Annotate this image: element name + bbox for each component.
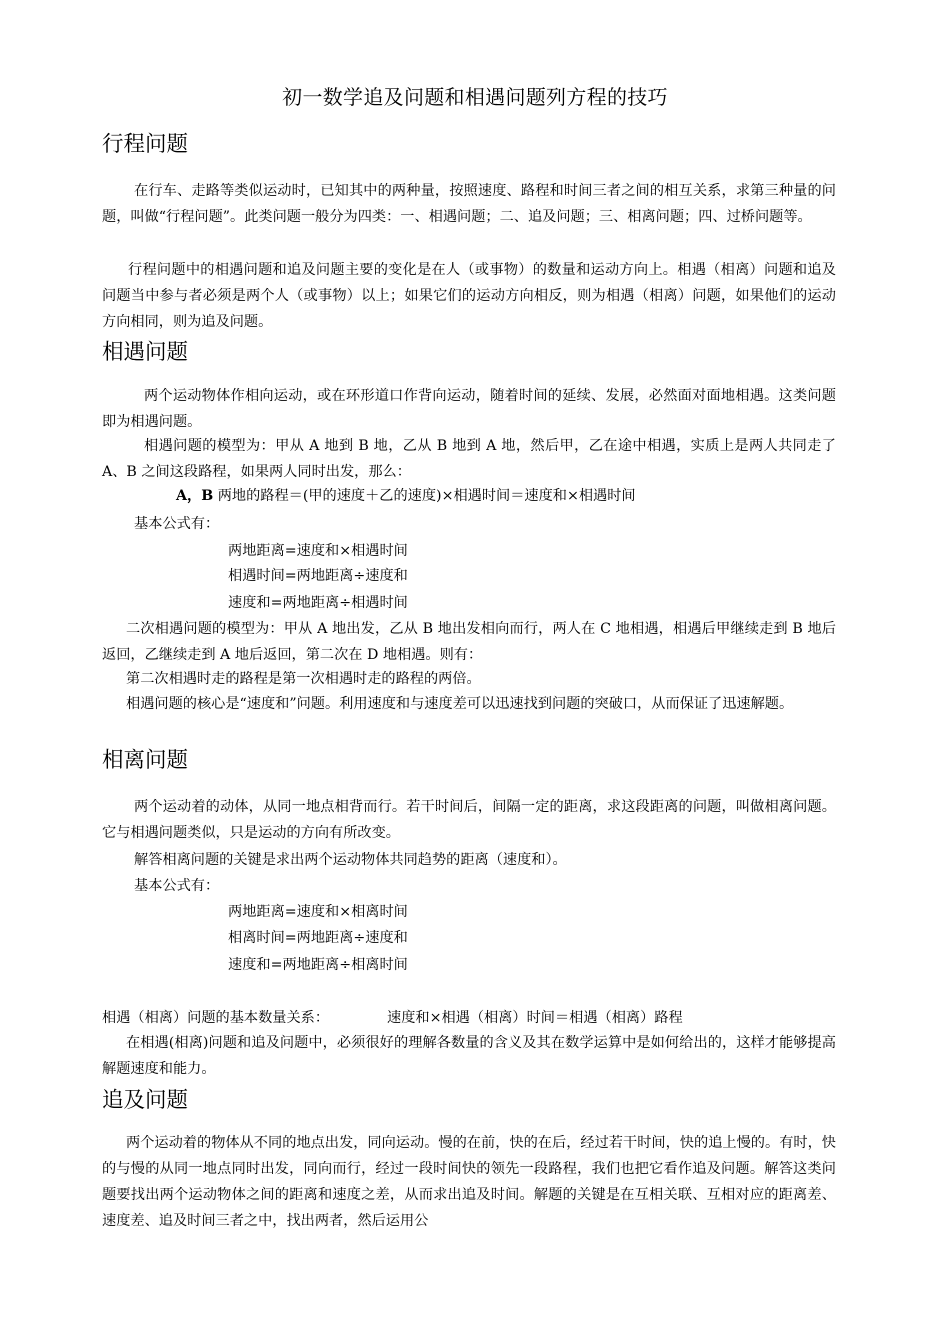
paragraph-xiangyu-3: 二次相遇问题的模型为：甲从 A 地出发，乙从 B 地出发相向而行，两人在 C 地相遇，相遇后甲继续走到 B 地后返回，乙继续走到 A 地后返回，第二次在 D 地相遇。则有： <box>102 621 836 663</box>
paragraph-xingcheng-1: 在行车、走路等类似运动时，已知其中的两种量，按照速度、路程和时间三者之间的相互关系，求第三种量的问题，叫做“行程问题”。此类问题一般分为四类：一、相遇问题；二、追及问题；三、相离问题；四、过桥问题等。 <box>102 183 836 225</box>
paragraph-zhuiji-1: 两个运动着的物体从不同的地点出发，同向运动。慢的在前，快的在后，经过若干时间，快的追上慢的。有时，快的与慢的从同一地点同时出发，同向而行，经过一段时间快的领先一段路程，我们也把它看作追及问题。解答这类问题要找出两个运动物体之间的距离和速度之差，从而求出追及时间。解题的关键是在互相关联、互相对应的距离差、速度差、追及时间三者之中，找出两者，然后运用公 <box>102 1135 836 1229</box>
formula-meeting-distance <box>176 483 636 509</box>
formula-xiangyu-1: 两地距离=速度和×相遇时间 <box>228 543 408 559</box>
heading-xiangyu: 相遇问题 <box>102 340 189 365</box>
relation-label: 相遇（相离）问题的基本数量关系： <box>102 1010 330 1026</box>
heading-xiangli: 相离问题 <box>102 748 189 773</box>
formula-xiangyu-3: 速度和=两地距离÷相遇时间 <box>228 595 408 611</box>
basic-formula-label-xiangyu: 基本公式有： <box>134 516 220 532</box>
formula-xiangli-1: 两地距离=速度和×相离时间 <box>228 904 408 920</box>
formula-xiangli-3: 速度和=两地距离÷相离时间 <box>228 957 408 973</box>
paragraph-xingcheng-2: 行程问题中的相遇问题和追及问题主要的变化是在人（或事物）的数量和运动方向上。相遇（相离）问题和追及问题当中参与者必须是两个人（或事物）以上；如果它们的运动方向相反，则为相遇（相离）问题，如果他们的运动方向相同，则为追及问题。 <box>102 262 836 330</box>
basic-formula-label-xiangli: 基本公式有： <box>134 878 220 894</box>
paragraph-xiangyu-5: 相遇问题的核心是“速度和”问题。利用速度和与速度差可以迅速找到问题的突破口，从而保证了迅速解题。 <box>126 696 794 712</box>
paragraph-xiangli-3: 在相遇(相离)问题和追及问题中，必须很好的理解各数量的含义及其在数学运算中是如何给出的，这样才能够提高解题速度和能力。 <box>102 1035 836 1077</box>
formula-xiangli-2: 相离时间=两地距离÷速度和 <box>228 930 408 946</box>
formula-xiangyu-2: 相遇时间=两地距离÷速度和 <box>228 568 408 584</box>
paragraph-xiangli-2: 解答相离问题的关键是求出两个运动物体共同趋势的距离（速度和）。 <box>134 852 567 868</box>
document-title: 初一数学追及问题和相遇问题列方程的技巧 <box>282 85 668 109</box>
paragraph-xiangyu-1: 两个运动物体作相向运动，或在环形道口作背向运动，随着时间的延续、发展，必然面对面地相遇。这类问题即为相遇问题。 <box>102 388 836 430</box>
relation-formula: 速度和×相遇（相离）时间＝相遇（相离）路程 <box>387 1010 683 1026</box>
paragraph-xiangli-1: 两个运动着的动体，从同一地点相背而行。若干时间后，间隔一定的距离，求这段距离的问题，叫做相离问题。它与相遇问题类似，只是运动的方向有所改变。 <box>102 799 836 841</box>
formula-ab-label: A，B <box>176 488 214 504</box>
formula-meeting-text: 两地的路程＝(甲的速度＋乙的速度)×相遇时间＝速度和×相遇时间 <box>213 488 636 504</box>
paragraph-xiangyu-2: 相遇问题的模型为：甲从 A 地到 B 地，乙从 B 地到 A 地，然后甲，乙在途中相遇，实质上是两人共同走了 A、B 之间这段路程，如果两人同时出发，那么： <box>102 438 836 480</box>
heading-xingcheng: 行程问题 <box>102 132 189 157</box>
heading-zhuiji: 追及问题 <box>102 1088 189 1113</box>
paragraph-xiangyu-4: 第二次相遇时走的路程是第一次相遇时走的路程的两倍。 <box>126 671 481 687</box>
